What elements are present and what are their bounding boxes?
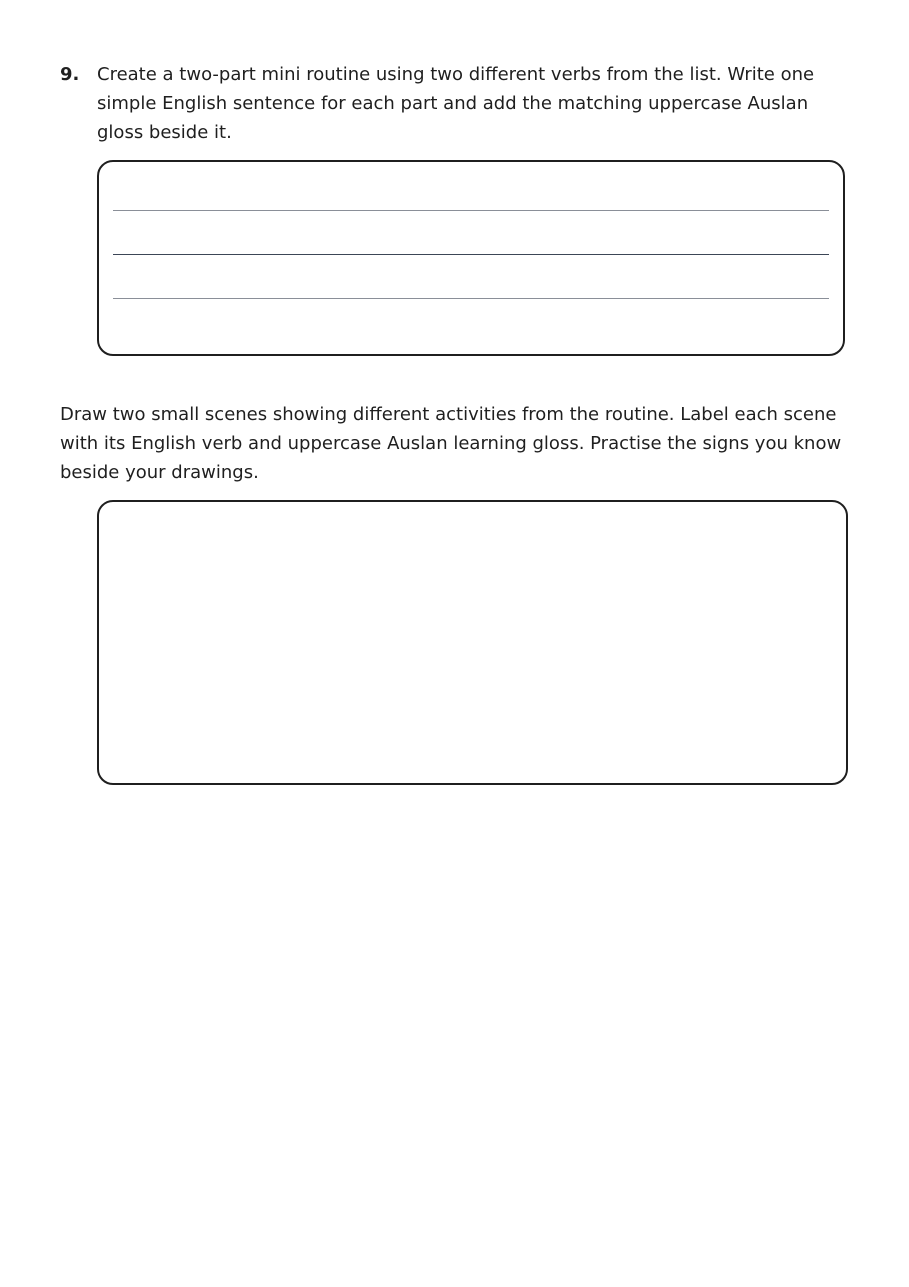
answer-writing-box[interactable] (97, 160, 845, 356)
drawing-area-box[interactable] (97, 500, 848, 785)
question-text: Create a two-part mini routine using two different verbs from the list. Write one simple English sentence for each part and add the matching uppercase Auslan gloss beside it. (97, 64, 815, 143)
writing-line-1 (113, 210, 829, 211)
writing-line-3 (113, 298, 829, 299)
writing-line-2 (113, 254, 829, 255)
drawing-instruction: Draw two small scenes showing different activities from the routine. Label each scene with its English verb and uppercase Auslan learning gloss. Practise the signs you know beside your drawings. (60, 404, 842, 483)
question-number: 9. (60, 64, 80, 85)
